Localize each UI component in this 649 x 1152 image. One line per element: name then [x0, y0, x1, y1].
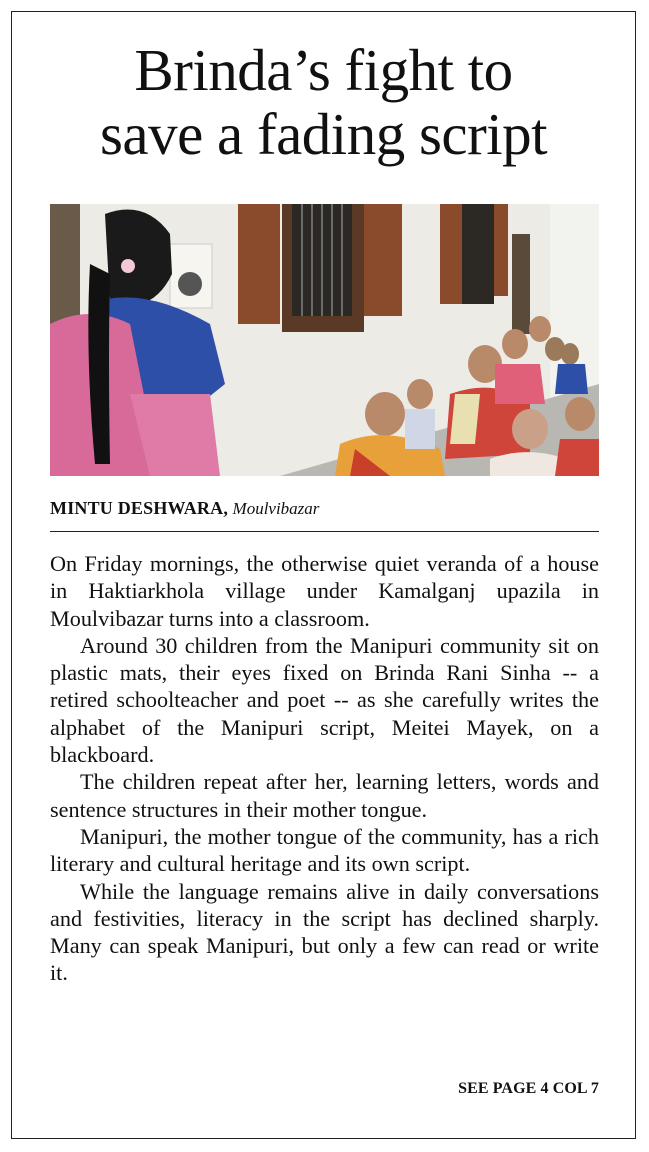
paragraph-4: Manipuri, the mother tongue of the community, has a rich literary and cultural heritage and its own script.: [50, 823, 599, 877]
article-body: [50, 550, 599, 987]
classroom-photo-illustration: [50, 204, 599, 476]
byline: [50, 497, 319, 520]
paragraph-2: Around 30 children from the Manipuri community sit on plastic mats, their eyes fixed on Brinda Rani Sinha -- a retired schoolteacher and poet -- as she carefully writes the alphabet of the Manipuri script, Meitei Mayek, on a blackboard.: [50, 632, 599, 768]
headline-line-2: save a fading script: [99, 101, 548, 167]
paragraph-3: The children repeat after her, learning letters, words and sentence structures in their mother tongue.: [50, 769, 599, 822]
window-1: [238, 204, 402, 332]
headline-line-1: Brinda’s fight to: [134, 37, 513, 103]
paragraph-1: On Friday mornings, the otherwise quiet veranda of a house in Haktiarkhola village under Kamalganj upazila in Moulvibazar turns into a classroom.: [50, 551, 599, 631]
article-photo: [50, 204, 599, 476]
paragraph-5: While the language remains alive in daily conversations and festivities, literacy in the script has declined sharply. Many can speak Manipuri, but only a few can read or write it.: [50, 878, 599, 986]
continuation-link[interactable]: SEE PAGE 4 COL 7: [458, 1080, 599, 1097]
headline: [11, 38, 636, 166]
byline-author: MINTU DESHWARA,: [50, 498, 229, 518]
byline-location: Moulvibazar: [232, 499, 320, 518]
byline-divider: [50, 531, 599, 532]
